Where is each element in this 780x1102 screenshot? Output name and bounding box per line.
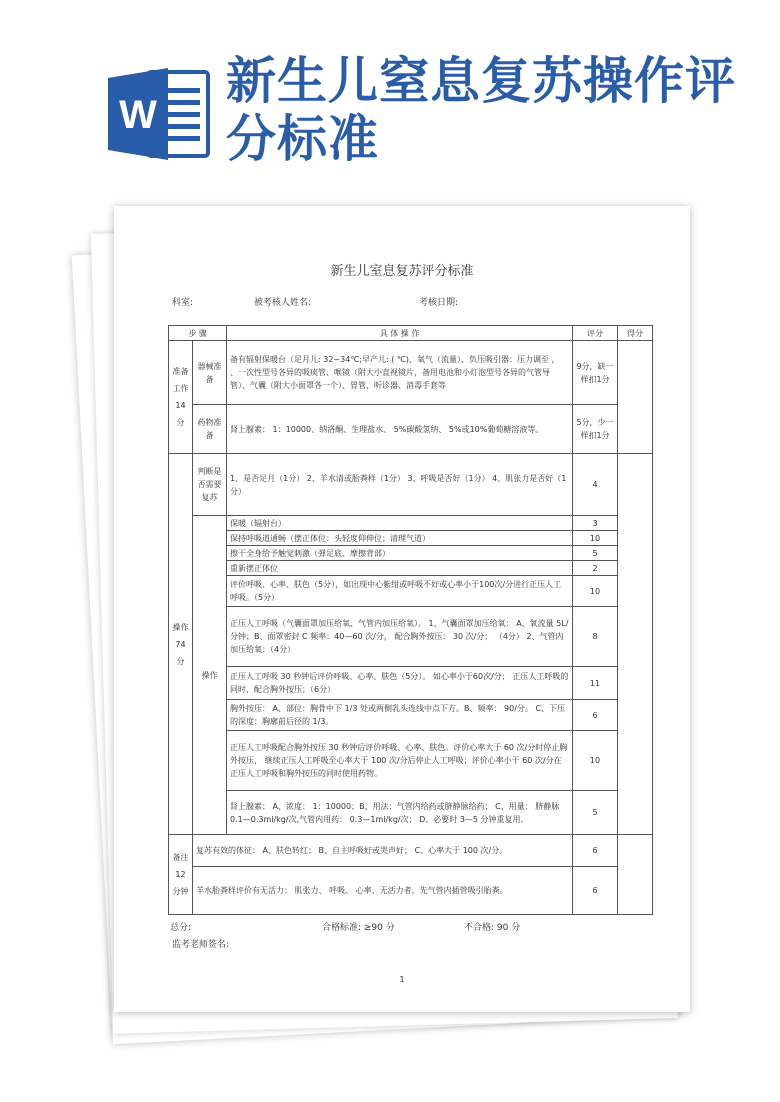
op-item-score: 5 (573, 791, 618, 835)
op-item-score: 5 (573, 546, 618, 561)
table-row (169, 546, 653, 561)
drug-text: 肾上腺素： 1：10000、纳洛酮、生理盐水、 5%碳酸氢纳、 5%或10%葡萄糖溶液等。 (227, 405, 573, 454)
table-row (169, 607, 653, 667)
op-item-text: 胸外按压： A、部位：胸骨中下 1/3 处或两侧乳头连线中点下方。B、频率： 90/分。 C、下压的深度：胸廓前后径的 1/3。 (227, 700, 573, 731)
op-item-text: 重新摆正体位 (227, 561, 573, 576)
remarks-result-cell (618, 835, 653, 915)
prep-result-cell (618, 341, 653, 454)
header-content: 具 体 操 作 (227, 326, 573, 341)
op-item-score: 8 (573, 607, 618, 667)
prep-section-label: 准备工作14分 (169, 341, 193, 454)
table-row (169, 561, 653, 576)
operation-sub-label: 操作 (193, 516, 227, 835)
op-item-score: 10 (573, 731, 618, 791)
total-label: 总分: (170, 923, 192, 933)
judge-text: 1、是否足月（1分） 2、羊水清或胎粪样（1分） 3、呼吸是否好（1分） 4、肌张力是否好（1分） (227, 454, 573, 516)
op-item-score: 6 (573, 700, 618, 731)
date-label: 考核日期: (419, 298, 459, 308)
remark-text: 羊水胎粪样评价有无活力： 肌张力、 呼吸、 心率、无活力者，先气管内插管吸引胎粪。 (193, 867, 573, 915)
op-item-text: 擦干全身给予触觉刺激（弹足底、摩擦背部） (227, 546, 573, 561)
table-row (169, 835, 653, 867)
drug-score: 5分，少一样扣1分 (573, 405, 618, 454)
equipment-score: 9分，缺一样扣1分 (573, 341, 618, 405)
header-score: 评分 (573, 326, 618, 341)
header-result: 得分 (618, 326, 653, 341)
judge-label: 判断是否需要复苏 (193, 454, 227, 516)
operation-section-label: 操作74分 (169, 454, 193, 835)
scoring-table (168, 325, 653, 915)
table-row (169, 576, 653, 607)
equipment-label: 器械准备 (193, 341, 227, 405)
pass-criteria: 合格标准: ≥90 分 (322, 923, 395, 933)
table-row (169, 731, 653, 791)
page-title: 新生儿窒息复苏操作评分标准 (226, 52, 736, 168)
document-page (114, 206, 690, 1012)
op-item-text: 肾上腺素： A、浓度： 1：10000；B、用法：气管内给药或脐静脉给药； C、用量： 脐静脉 0.1—0.3ml/kg/次,气管内用药： 0.3—1ml/kg/次； D、必要时 3—5 分钟重复用。 (227, 791, 573, 835)
op-item-score: 10 (573, 531, 618, 546)
table-row (169, 791, 653, 835)
table-row (169, 454, 653, 516)
header-step: 步 骤 (169, 326, 227, 341)
examiner-signature-label: 监考老师签名: (172, 940, 230, 950)
judge-score: 4 (573, 454, 618, 516)
fail-criteria: 不合格: 90 分 (464, 923, 521, 933)
table-row (169, 516, 653, 531)
op-item-score: 2 (573, 561, 618, 576)
department-label: 科室: (172, 298, 194, 308)
op-item-text: 正压人工呼吸配合胸外按压 30 秒钟后评价呼吸、心率、肤色。评价心率大于 60 次/分时停止胸外按压， 继续正压人工呼吸至心率大于 100 次/分后停止人工呼吸；评价心率小于 60 次/分在正压人工呼吸和胸外按压的同时使用药物。 (227, 731, 573, 791)
op-item-text: 正压人工呼吸 30 秒钟后评价呼吸、心率、肤色（5分）。 如心率小于60次/分； 正压人工呼吸的同时，配合胸外按压；（6分） (227, 667, 573, 700)
op-item-text: 保暖（辐射台） (227, 516, 573, 531)
table-row (169, 867, 653, 915)
remark-text: 复苏有效的体征： A、肤色转红； B、自主呼吸好或哭声好； C、心率大于 100 次/分。 (193, 835, 573, 867)
word-logo-icon (108, 66, 212, 162)
equipment-text: 备有辐射保暖台（足月儿: 32~34℃;早产儿: ( ℃)、氧气（流量）、负压吸引器：压力调至 ， 、一次性型号各异的吸痰管、喉镜（附大小直视镜片，备用电池和小灯泡型号各异的气管导管）、气囊（附大小面罩各一个）、胃管、听诊器、消毒手套等 (227, 341, 573, 405)
op-item-text: 正压人工呼吸（气囊面罩加压给氧、气管内加压给氧）。 1、气囊面罩加压给氧： A、氧流量 5L/分钟；B、面罩密封 C 频率：40—60 次/分， 配合胸外按压： 30 次/分； （4分） 2、气管内加压给氧：（4分） (227, 607, 573, 667)
drug-label: 药物准备 (193, 405, 227, 454)
table-row (169, 531, 653, 546)
operation-result-cell (618, 454, 653, 835)
page-number: 1 (399, 975, 405, 984)
remark-score: 6 (573, 867, 618, 915)
table-row (169, 700, 653, 731)
op-item-score: 3 (573, 516, 618, 531)
remark-score: 6 (573, 835, 618, 867)
table-row (169, 405, 653, 454)
op-item-text: 保持呼吸道通畅（摆正体位：头轻度仰伸位；清理气道） (227, 531, 573, 546)
table-row (169, 667, 653, 700)
word-logo-letter: W (119, 93, 157, 137)
op-item-score: 11 (573, 667, 618, 700)
op-item-score: 10 (573, 576, 618, 607)
table-header-row (169, 326, 653, 341)
document-title: 新生儿室息复苏评分标准 (330, 264, 474, 279)
remarks-section-label: 备注12分钟 (169, 835, 193, 915)
examinee-label: 被考核人姓名: (254, 298, 312, 308)
op-item-text: 评价呼吸、心率、肤色（5分），如出现中心紫绀或呼吸不好或心率小于100次/分进行正压人工呼吸。（5分） (227, 576, 573, 607)
table-row (169, 341, 653, 405)
